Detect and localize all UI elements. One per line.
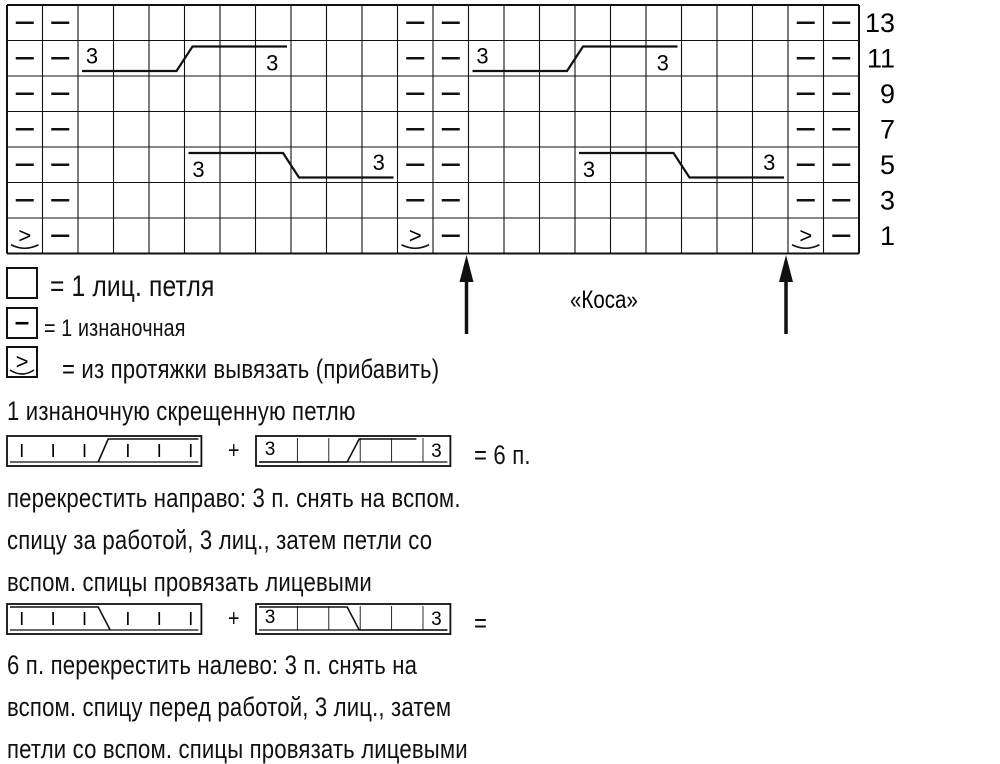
row-number-label: 5: [879, 150, 895, 180]
back-strip-number-left: 3: [264, 607, 276, 628]
front-strip-mark: I: [188, 441, 194, 461]
repeat-label: «Коса»: [570, 285, 638, 314]
back-strip-number-right: 3: [431, 441, 442, 462]
svg-text:>: >: [15, 349, 29, 374]
row-number-label: 9: [879, 79, 895, 109]
front-strip-mark: I: [125, 441, 131, 461]
front-strip-cross: [10, 607, 110, 630]
increase-legend-text-2: 1 изнаночную скрещенную петлю: [7, 396, 356, 426]
cable-right-plus: +: [228, 437, 240, 464]
increase-symbol: [7, 347, 37, 377]
cable-left-plus: +: [228, 605, 240, 632]
cable-right-desc-1: перекрестить направо: 3 п. снять на вспом.: [7, 483, 461, 513]
cable-right-desc-2: спицу за работой, 3 лиц., затем петли со: [7, 525, 433, 555]
back-strip-number-left: 3: [264, 439, 276, 460]
cable-right-equals: = 6 п.: [474, 440, 531, 470]
front-strip-mark: I: [156, 609, 162, 629]
cable-number-right: 3: [656, 50, 669, 76]
row-number-label: 1: [879, 221, 895, 251]
cable-number-right: 3: [266, 50, 279, 76]
cable-left-desc-3: петли со вспом. спицы провязать лицевыми: [7, 734, 468, 764]
repeat-arrow-head: [779, 255, 793, 282]
increase-cell-symbol: >: [408, 222, 422, 248]
increase-cell-symbol: >: [799, 222, 813, 248]
front-strip-mark: I: [156, 441, 162, 461]
front-strip-mark: I: [19, 441, 25, 461]
cable-number-left: 3: [85, 43, 99, 69]
chart-grid: [7, 5, 859, 254]
cable-left-desc-1: 6 п. перекрестить налево: 3 п. снять на: [7, 650, 418, 680]
increase-cell-symbol: >: [18, 222, 32, 248]
front-strip-mark: I: [81, 609, 88, 629]
cable-number-right: 3: [763, 150, 776, 175]
repeat-arrow-head: [460, 255, 474, 282]
increase-legend-text-1: = из протяжки вывязать (прибавить): [62, 354, 440, 384]
cable-number-right: 3: [372, 150, 385, 175]
front-strip-mark: I: [188, 609, 194, 629]
svg-text:–: –: [14, 306, 30, 336]
back-strip-cross: [259, 607, 447, 630]
knit-stitch-symbol: [7, 268, 37, 298]
chart-row-labels: [865, 8, 895, 251]
cable-number-left: 3: [192, 157, 205, 182]
cable-left-desc-2: вспом. спицу перед работой, 3 лиц., затем: [7, 692, 452, 722]
purl-stitch-symbol: [7, 306, 37, 338]
front-strip-mark: I: [125, 609, 131, 629]
row-number-label: 3: [879, 185, 895, 216]
row-number-label: 13: [864, 8, 895, 38]
back-strip-number-right: 3: [431, 609, 442, 630]
row-number-label: 7: [879, 114, 895, 145]
front-strip-mark: I: [50, 609, 56, 629]
row-number-label: 11: [866, 43, 895, 74]
back-strip-cross: [259, 439, 416, 462]
chart-cells: [11, 23, 850, 249]
knit-legend-text: = 1 лиц. петля: [50, 270, 215, 303]
cable-left-equals: =: [474, 608, 488, 638]
front-strip-mark: I: [19, 609, 25, 629]
front-strip-mark: I: [81, 441, 88, 461]
front-strip-mark: I: [50, 441, 56, 461]
cable-number-left: 3: [582, 157, 596, 182]
purl-legend-text: = 1 изнаночная: [44, 315, 186, 342]
cable-right-desc-3: вспом. спицы провязать лицевыми: [7, 567, 372, 597]
cable-number-left: 3: [476, 43, 489, 69]
front-strip-cross: [98, 439, 198, 462]
